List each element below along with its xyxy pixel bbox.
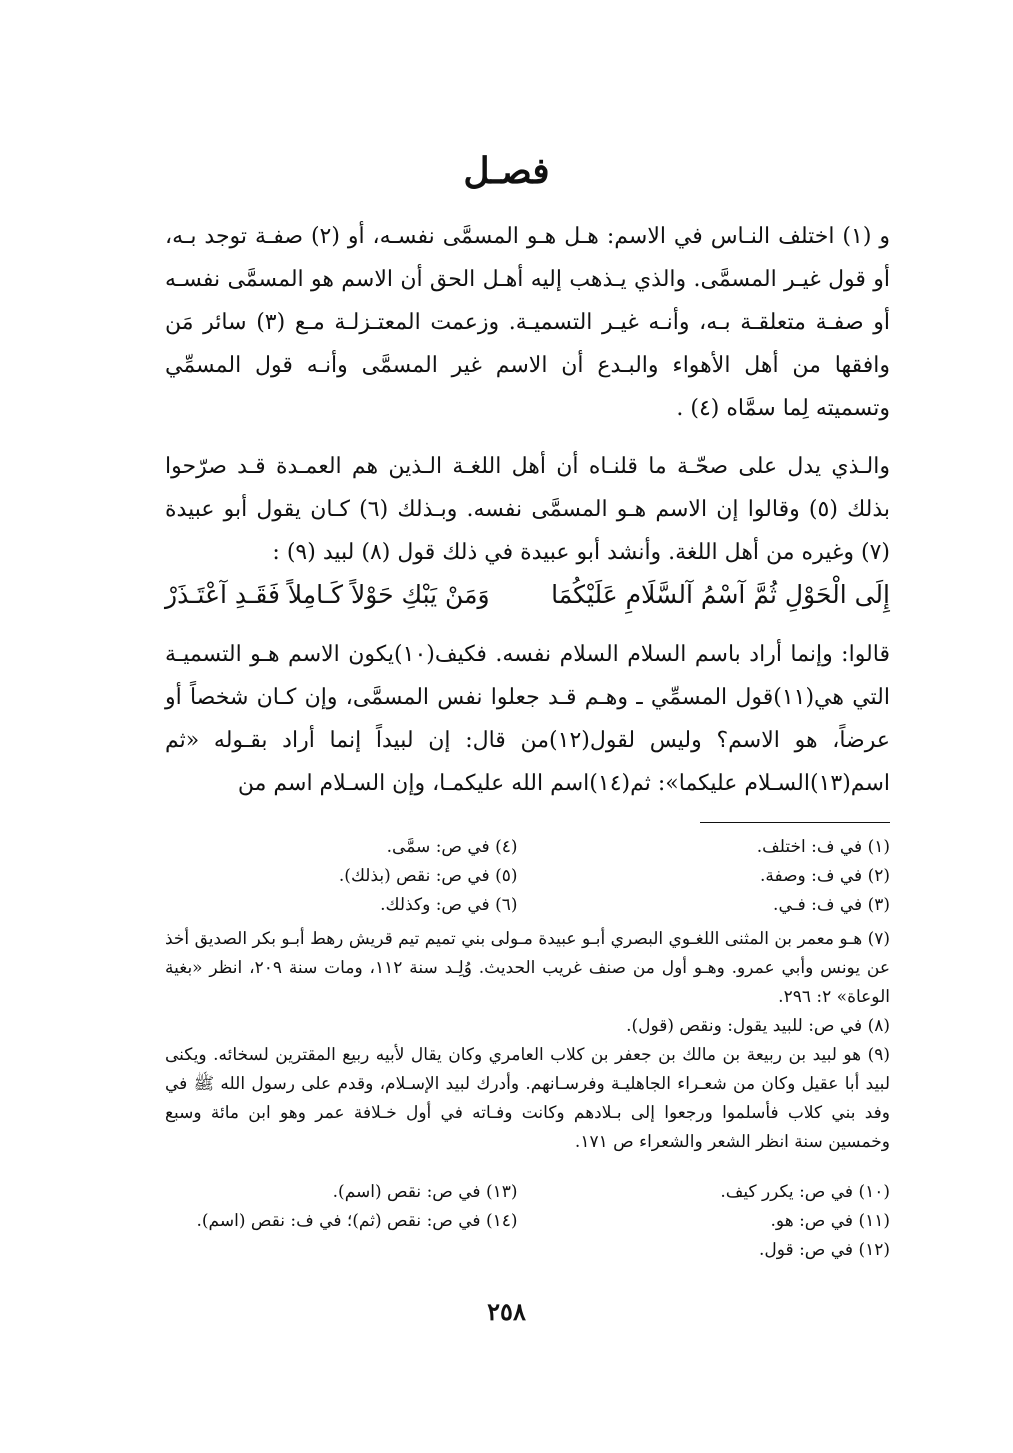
footnotes-bottom-right-column [538, 1178, 891, 1265]
footnote: (١١) في ص: هو. [770, 1211, 890, 1231]
footnotes-bottom [165, 1178, 890, 1265]
footnote: (٢) في ف: وصفة. [759, 866, 890, 886]
footnote: (٦) في ص: وكذلك. [380, 895, 518, 915]
footnotes-top-right-column [538, 833, 891, 920]
paragraph-1: و (١) اختلف النـاس في الاسم: هـل هـو المسمَّى نفسـه، أو (٢) صفـة توجد بـه، أو قول غيـر المسمَّى. والذي يـذهب إليه أهـل الحق أن الاسم هو المسمَّى نفسـه أو صفـة متعلقـة بـه، وأنـه غيـر التسميـة. وزعمت المعتـزلـة مـع (٣) سائر مَن وافقها من أهل الأهواء والبـدع أن الاسم غير المسمَّى وأنـه قول المسمِّي وتسميته لِما سمَّاه (٤) . [165, 224, 890, 421]
footnote: (٣) في ف: فـي. [773, 895, 890, 915]
footnotes-bottom-left-column [165, 1178, 518, 1265]
footnotes-top-left-column [165, 833, 518, 920]
footnotes-long [165, 925, 890, 1157]
footnote: (١٣) في ص: نقص (اسم). [332, 1182, 518, 1202]
footnote: (١) في ف: اختلف. [756, 837, 890, 857]
footnote-separator [700, 822, 890, 823]
footnote: (١٠) في ص: يكرر كيف. [720, 1182, 890, 1202]
verse-second-hemistich: وَمَنْ يَبْكِ حَوْلاً كَـامِلاً فَقَـدِ آعْتَـذَرْ [165, 580, 490, 609]
footnote: (٥) في ص: نقص (بذلك). [338, 866, 518, 886]
page-number: ٢٥٨ [487, 1297, 526, 1326]
footnote-8: (٨) في ص: للبيد يقول: ونقص (قول). [626, 1016, 890, 1036]
footnotes-top [165, 833, 890, 920]
poem-verse [165, 580, 890, 609]
paragraph-3: قالوا: وإنما أراد باسم السلام السلام نفسه. فكيف(١٠)يكون الاسم هـو التسميـة التي هي(١١)قول المسمِّي ـ وهـم قـد جعلوا نفس المسمَّى، وإن كـان شخصاً أو عرضاً، هو الاسم؟ وليس لقول(١٢)من قال: إن لبيداً إنما أراد بقـوله «ثم اسم(١٣)السـلام عليكما»: ثم(١٤)اسم الله عليكمـا، وإن السـلام اسم من [165, 642, 890, 796]
verse-first-hemistich: إِلَى الْحَوْلِ ثُمَّ آسْمُ آلسَّلَامِ عَلَيْكُمَا [551, 580, 890, 609]
footnote-7: (٧) هـو معمر بن المثنى اللغـوي البصري أبـو عبيدة مـولى بني تميم تيم قريش رهط أبـو بكر الصديق أخذ عن يونس وأبي عمرو. وهـو أول من صنف غريب الحديث. وُلِـد سنة ١١٢، ومات سنة ٢٠٩، انظر «بغية الوعاة» ٢: ٢٩٦. [165, 929, 891, 1007]
footnote: (١٢) في ص: قول. [759, 1240, 890, 1260]
footnote: (٤) في ص: سمَّى. [386, 837, 518, 857]
paragraph-2: والـذي يدل على صحّـة ما قلنـاه أن أهل اللغـة الـذين هم العمـدة قـد صرّحوا بذلك (٥) وقالوا إن الاسم هـو المسمَّى نفسه. وبـذلك (٦) كـان يقول أبو عبيدة (٧) وغيره من أهل اللغة. وأنشد أبو عبيدة في ذلك قول (٨) لبيد (٩) : [165, 454, 891, 565]
footnote: (١٤) في ص: نقص (ثم)؛ في ف: نقص (اسم). [196, 1211, 518, 1231]
section-title: فصـل [463, 150, 550, 192]
footnote-9: (٩) هو لبيد بن ربيعة بن مالك بن جعفر بن كلاب العامري وكان يقال لأبيه ربيع المقترين لسخائه. ويكنى لبيد أبا عقيل وكان من شعـراء الجاهليـة وفرسـانهم. وأدرك لبيد الإسـلام، وقدم على رسول الله ﷺ في وفد بني كلاب فأسلموا ورجعوا إلى بـلادهم وكانت وفـاته في أول خـلافة عمر وهو ابن مائة وسبع وخمسين سنة انظر الشعر والشعراء ص ١٧١. [165, 1045, 890, 1152]
